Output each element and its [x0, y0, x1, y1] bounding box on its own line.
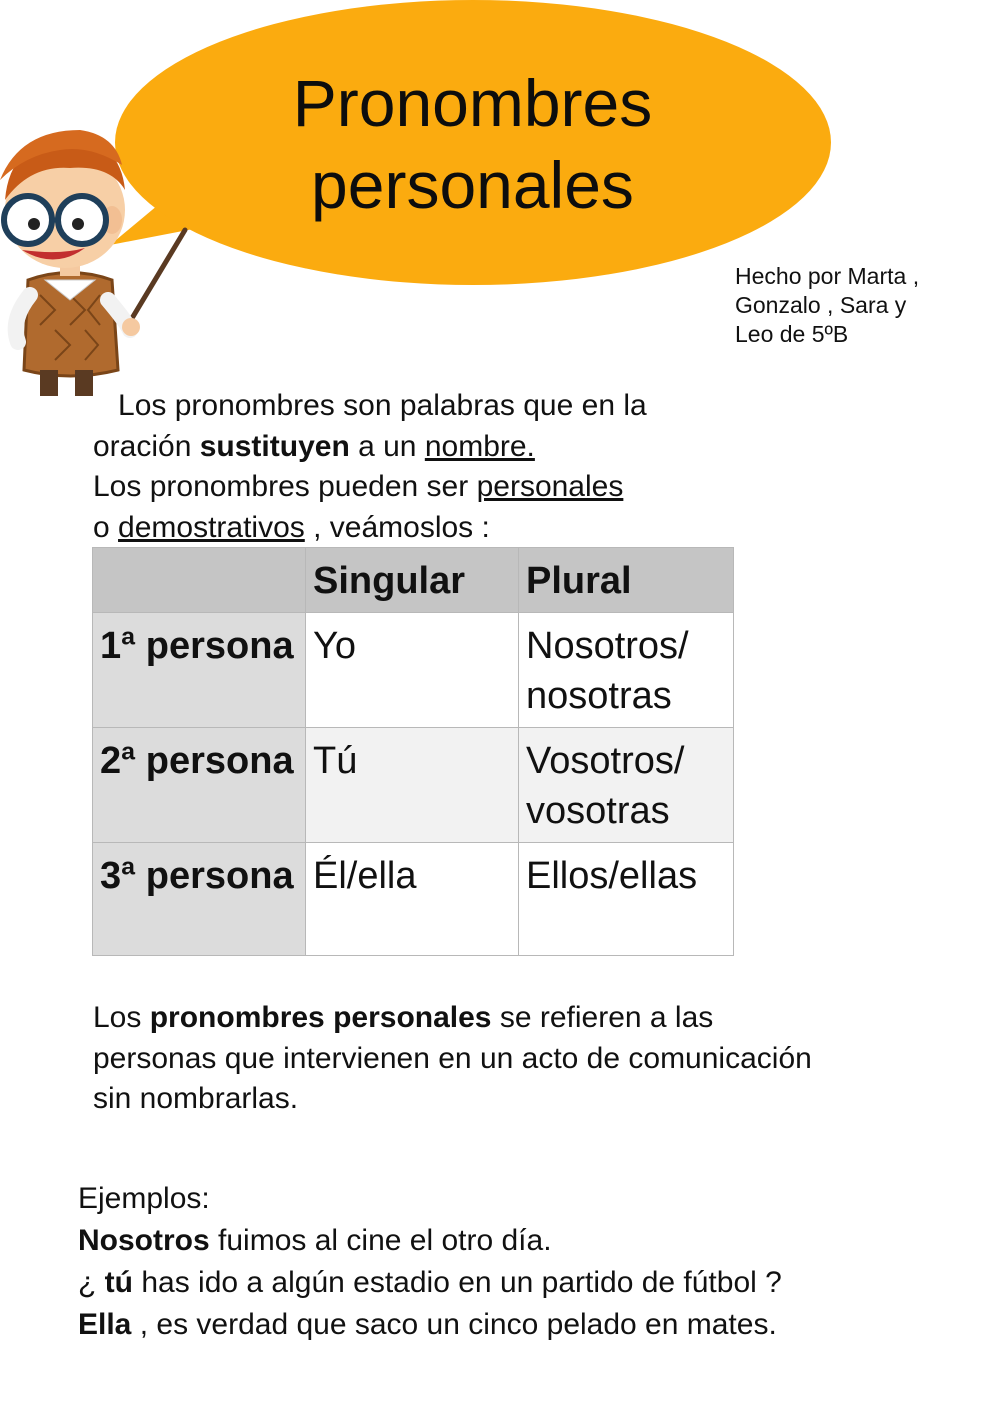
examples-heading: Ejemplos: [78, 1182, 210, 1215]
plural-cell: Nosotros/ nosotras [519, 613, 734, 728]
example-sentence [78, 1262, 958, 1304]
table-header-row [93, 548, 734, 613]
intro-underlined-term: demostrativos [118, 510, 305, 544]
page-title [200, 62, 745, 226]
example-text: , es verdad que saco un cinco pelado en mates. [131, 1308, 777, 1341]
intro-underlined-term: nombre. [424, 429, 535, 463]
singular-cell: Él/ella [306, 843, 519, 956]
intro-text: a un [349, 429, 425, 463]
intro-text: Los pronombres son palabras que en la [118, 389, 647, 422]
plural-cell: Vosotros/ vosotras [519, 728, 734, 843]
example-pronoun: Nosotros [78, 1224, 210, 1257]
definition-paragraph [93, 998, 813, 1120]
intro-line-1 [93, 386, 733, 427]
plural-cell: Ellos/ellas [519, 843, 734, 956]
pronouns-table [92, 547, 734, 956]
intro-paragraph [93, 386, 733, 548]
title-line-1: Pronombres [292, 66, 653, 140]
table-row [93, 728, 734, 843]
authors-line: Leo de 5ºB [735, 321, 849, 347]
intro-line-4 [93, 508, 733, 549]
teacher-cartoon-icon [0, 120, 200, 400]
intro-text: oración [93, 429, 200, 463]
table-header-cell [93, 548, 306, 613]
row-label: 3ª persona [93, 843, 306, 956]
intro-underlined-term: personales [476, 470, 624, 503]
intro-text: o [93, 510, 119, 544]
singular-cell: Yo [306, 613, 519, 728]
table-header-cell: Plural [519, 548, 734, 613]
example-text: ¿ [78, 1266, 105, 1299]
title-line-2: personales [311, 148, 634, 222]
table-row [93, 613, 734, 728]
authors-line: Hecho por Marta , [735, 263, 920, 289]
intro-bold-term: sustituyen [199, 429, 350, 463]
example-sentence [78, 1220, 958, 1262]
row-label: 1ª persona [93, 613, 306, 728]
authors-note [735, 262, 975, 349]
example-text: fuimos al cine el otro día. [209, 1224, 552, 1257]
example-pronoun: tú [104, 1266, 133, 1299]
definition-bold-term: pronombres personales [149, 1001, 492, 1034]
definition-text: se refieren a las personas que intervienen en un acto de comunicación sin nombrarlas. [93, 1001, 812, 1115]
singular-cell: Tú [306, 728, 519, 843]
example-sentence [78, 1304, 958, 1346]
definition-text: Los [93, 1001, 150, 1034]
table-header-cell: Singular [306, 548, 519, 613]
authors-line: Gonzalo , Sara y [735, 292, 907, 318]
intro-text: , veámoslos : [304, 510, 490, 544]
example-text: has ido a algún estadio en un partido de fútbol ? [133, 1266, 782, 1299]
table-row [93, 843, 734, 956]
row-label: 2ª persona [93, 728, 306, 843]
examples-section [78, 1178, 958, 1346]
example-pronoun: Ella [78, 1308, 132, 1341]
intro-line-3 [93, 467, 733, 508]
intro-text: Los pronombres pueden ser [93, 470, 477, 503]
intro-line-2 [93, 427, 733, 468]
